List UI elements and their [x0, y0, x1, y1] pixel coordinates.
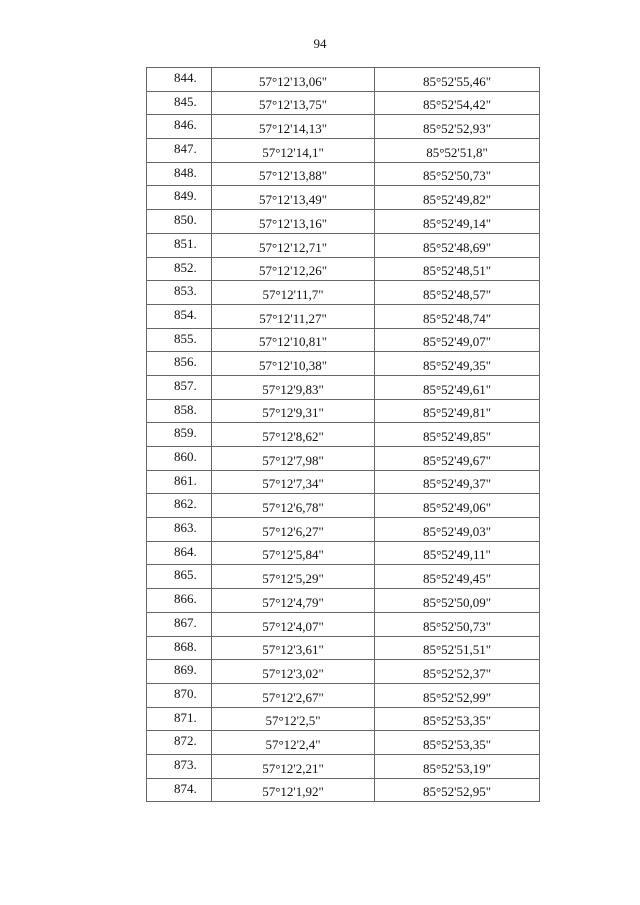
longitude-cell: 85°52'48,74" — [375, 304, 540, 328]
table-row — [147, 565, 540, 589]
longitude-cell: 85°52'55,46" — [375, 68, 540, 92]
table-row — [147, 375, 540, 399]
point-number-cell: 846. — [147, 115, 212, 139]
longitude-cell: 85°52'49,03" — [375, 518, 540, 542]
latitude-cell: 57°12'9,83" — [212, 375, 375, 399]
point-number-cell: 874. — [147, 778, 212, 802]
latitude-cell: 57°12'5,84" — [212, 541, 375, 565]
latitude-cell: 57°12'13,49" — [212, 186, 375, 210]
coordinates-table — [146, 67, 540, 802]
table-row — [147, 68, 540, 92]
table-row — [147, 494, 540, 518]
point-number-cell: 848. — [147, 162, 212, 186]
longitude-cell: 85°52'52,95" — [375, 778, 540, 802]
longitude-cell: 85°52'49,85" — [375, 423, 540, 447]
point-number-cell: 868. — [147, 636, 212, 660]
table-row — [147, 423, 540, 447]
table-row — [147, 612, 540, 636]
longitude-cell: 85°52'49,67" — [375, 447, 540, 471]
longitude-cell: 85°52'53,35" — [375, 731, 540, 755]
latitude-cell: 57°12'12,26" — [212, 257, 375, 281]
table-row — [147, 91, 540, 115]
table-row — [147, 304, 540, 328]
longitude-cell: 85°52'48,57" — [375, 281, 540, 305]
point-number-cell: 847. — [147, 139, 212, 163]
latitude-cell: 57°12'7,34" — [212, 470, 375, 494]
table-row — [147, 518, 540, 542]
latitude-cell: 57°12'5,29" — [212, 565, 375, 589]
longitude-cell: 85°52'49,37" — [375, 470, 540, 494]
point-number-cell: 853. — [147, 281, 212, 305]
point-number-cell: 851. — [147, 233, 212, 257]
point-number-cell: 861. — [147, 470, 212, 494]
point-number-cell: 873. — [147, 754, 212, 778]
longitude-cell: 85°52'52,99" — [375, 683, 540, 707]
table-row — [147, 210, 540, 234]
longitude-cell: 85°52'49,35" — [375, 352, 540, 376]
longitude-cell: 85°52'49,06" — [375, 494, 540, 518]
longitude-cell: 85°52'49,14" — [375, 210, 540, 234]
latitude-cell: 57°12'6,27" — [212, 518, 375, 542]
longitude-cell: 85°52'49,07" — [375, 328, 540, 352]
point-number-cell: 872. — [147, 731, 212, 755]
longitude-cell: 85°52'53,19" — [375, 754, 540, 778]
point-number-cell: 867. — [147, 612, 212, 636]
longitude-cell: 85°52'50,73" — [375, 162, 540, 186]
longitude-cell: 85°52'49,81" — [375, 399, 540, 423]
latitude-cell: 57°12'4,79" — [212, 589, 375, 613]
point-number-cell: 852. — [147, 257, 212, 281]
table-row — [147, 281, 540, 305]
point-number-cell: 860. — [147, 447, 212, 471]
point-number-cell: 845. — [147, 91, 212, 115]
latitude-cell: 57°12'11,7" — [212, 281, 375, 305]
table-row — [147, 399, 540, 423]
table-row — [147, 731, 540, 755]
longitude-cell: 85°52'51,51" — [375, 636, 540, 660]
point-number-cell: 856. — [147, 352, 212, 376]
longitude-cell: 85°52'49,61" — [375, 375, 540, 399]
table-row — [147, 778, 540, 802]
longitude-cell: 85°52'49,82" — [375, 186, 540, 210]
table-row — [147, 683, 540, 707]
table-row — [147, 470, 540, 494]
point-number-cell: 850. — [147, 210, 212, 234]
point-number-cell: 869. — [147, 660, 212, 684]
point-number-cell: 866. — [147, 589, 212, 613]
latitude-cell: 57°12'11,27" — [212, 304, 375, 328]
point-number-cell: 857. — [147, 375, 212, 399]
point-number-cell: 871. — [147, 707, 212, 731]
table-row — [147, 352, 540, 376]
table-row — [147, 754, 540, 778]
latitude-cell: 57°12'13,16" — [212, 210, 375, 234]
table-row — [147, 660, 540, 684]
point-number-cell: 862. — [147, 494, 212, 518]
page-number: 94 — [313, 36, 327, 51]
latitude-cell: 57°12'14,13" — [212, 115, 375, 139]
table-row — [147, 541, 540, 565]
latitude-cell: 57°12'2,67" — [212, 683, 375, 707]
longitude-cell: 85°52'52,93" — [375, 115, 540, 139]
latitude-cell: 57°12'12,71" — [212, 233, 375, 257]
longitude-cell: 85°52'49,11" — [375, 541, 540, 565]
point-number-cell: 858. — [147, 399, 212, 423]
table-row — [147, 636, 540, 660]
latitude-cell: 57°12'13,06" — [212, 68, 375, 92]
latitude-cell: 57°12'1,92" — [212, 778, 375, 802]
table-row — [147, 328, 540, 352]
table-row — [147, 115, 540, 139]
longitude-cell: 85°52'51,8" — [375, 139, 540, 163]
longitude-cell: 85°52'50,09" — [375, 589, 540, 613]
point-number-cell: 864. — [147, 541, 212, 565]
point-number-cell: 865. — [147, 565, 212, 589]
latitude-cell: 57°12'4,07" — [212, 612, 375, 636]
latitude-cell: 57°12'3,61" — [212, 636, 375, 660]
point-number-cell: 870. — [147, 683, 212, 707]
latitude-cell: 57°12'6,78" — [212, 494, 375, 518]
longitude-cell: 85°52'52,37" — [375, 660, 540, 684]
point-number-cell: 859. — [147, 423, 212, 447]
point-number-cell: 844. — [147, 68, 212, 92]
latitude-cell: 57°12'2,4" — [212, 731, 375, 755]
longitude-cell: 85°52'50,73" — [375, 612, 540, 636]
table-row — [147, 447, 540, 471]
latitude-cell: 57°12'10,38" — [212, 352, 375, 376]
table-row — [147, 186, 540, 210]
latitude-cell: 57°12'2,21" — [212, 754, 375, 778]
longitude-cell: 85°52'48,69" — [375, 233, 540, 257]
table-row — [147, 233, 540, 257]
longitude-cell: 85°52'49,45" — [375, 565, 540, 589]
coordinates-table-body — [147, 68, 540, 802]
table-row — [147, 162, 540, 186]
latitude-cell: 57°12'14,1" — [212, 139, 375, 163]
table-row — [147, 139, 540, 163]
table-row — [147, 257, 540, 281]
point-number-cell: 855. — [147, 328, 212, 352]
longitude-cell: 85°52'53,35" — [375, 707, 540, 731]
latitude-cell: 57°12'10,81" — [212, 328, 375, 352]
latitude-cell: 57°12'2,5" — [212, 707, 375, 731]
point-number-cell: 863. — [147, 518, 212, 542]
point-number-cell: 854. — [147, 304, 212, 328]
point-number-cell: 849. — [147, 186, 212, 210]
latitude-cell: 57°12'3,02" — [212, 660, 375, 684]
latitude-cell: 57°12'7,98" — [212, 447, 375, 471]
table-row — [147, 589, 540, 613]
table-row — [147, 707, 540, 731]
longitude-cell: 85°52'48,51" — [375, 257, 540, 281]
longitude-cell: 85°52'54,42" — [375, 91, 540, 115]
latitude-cell: 57°12'13,88" — [212, 162, 375, 186]
latitude-cell: 57°12'13,75" — [212, 91, 375, 115]
latitude-cell: 57°12'9,31" — [212, 399, 375, 423]
latitude-cell: 57°12'8,62" — [212, 423, 375, 447]
